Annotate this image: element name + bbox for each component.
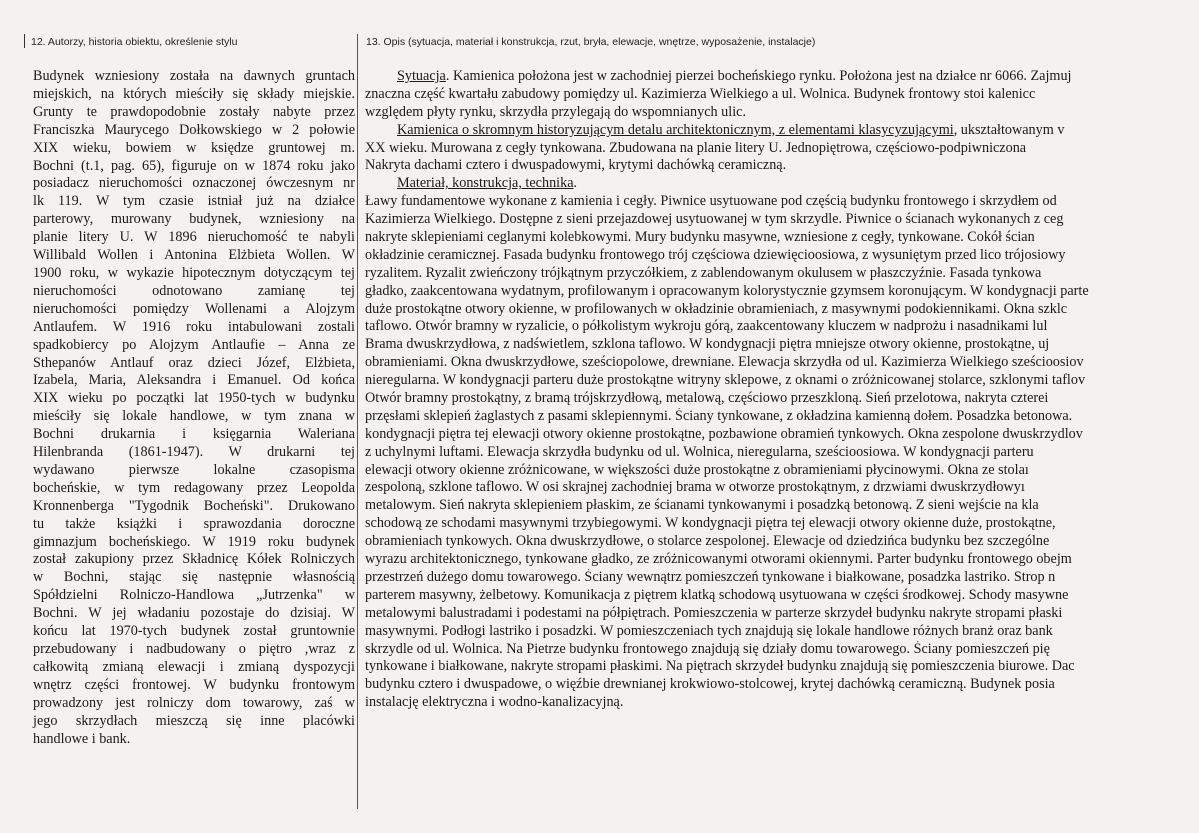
history-line: mieściły się lokale handlowe, w tym znana w	[33, 408, 355, 425]
description-line: Otwór bramny prostokątny, z bramą trójskrzydłową, metalową, częściowo przeszkloną. Sień przelotowa, nakryta czterei	[365, 390, 1049, 407]
history-line: końcu lat 1970-tych budynek został gruntownie	[33, 623, 355, 640]
description-line: Kazimierza Wielkiego. Dostępne z sieni przejazdowej usytuowanej w tym skrzydle. Piwnice o ścianach wykonanych z ceg	[365, 211, 1064, 228]
description-line: elewacji otwory okienne zróżnicowane, w większości duże prostokątne z obramieniami płycinowymi. Okna ze stolaı	[365, 461, 1029, 478]
history-line: 1900 roku, w wykazie hipotecznym dotyczącym tej	[33, 264, 355, 281]
history-line: bocheńskie, w tym redagowany przez Leopolda	[33, 479, 355, 496]
history-line: Bochni. W jej władaniu pozostaje do dzisiaj. W	[33, 605, 355, 622]
history-line: Bochni drukarnia i księgarnia Waleriana	[33, 426, 355, 443]
description-line: schodową ze schodami masywnymi trzybiegowymi. W kondygnacji piętra tej elewacji otwory okienne duże, prostokątne,	[365, 515, 1056, 532]
history-line: spadkobiercy po Alojzym Antlaufie – Anna ze	[33, 336, 355, 353]
history-line: Grunty te prawdopodobnie zostały nabyte przez	[33, 103, 355, 120]
description-line: ryzalitem. Ryzalit zwieńczony trójkątnym przyczółkiem, z zablendowanym okulusem w płaszczyźnie. Fasada tynkowa	[365, 264, 1042, 281]
description-line: metalowym. Sień nakryta sklepieniem płaskim, ze ścianami tynkowanymi i posadzką betonową. Z sieni wejście na kla	[365, 497, 1039, 514]
description-line: metalowymi balustradami i podestami na półpiętrach. Pomieszczenia w parterze skrzydeł budynku nakryte stropami płaski	[365, 604, 1063, 621]
history-line: przebudowany i nadbudowany o piętro ,wraz z	[33, 641, 355, 657]
history-line: jego skrzydłach mieszczą się inne placówki	[33, 712, 355, 729]
section-12-header: 12. Autorzy, historia obiektu, określenie stylu	[31, 36, 238, 48]
history-column	[33, 68, 355, 748]
history-line: XIX wieku po początki lat 1950-tych w budynku	[33, 390, 355, 407]
history-line: XIX wieku, bowiem w księdze gruntowej m.	[33, 139, 355, 156]
description-line: gładko, zaakcentowana wydatnym, profilowanym i opracowanym kolorystycznie gzymsem koronującym. W kondygnacji parte	[365, 282, 1089, 299]
description-line: z uchylnymi luftami. Elewacja skrzydła budynku od ul. Wolnica, nieregularna, sześcioosiowa. W kondygnacji parteru	[365, 443, 1034, 460]
description-line: nieregularna. W kondygnacji parteru duże prostokątne witryny sklepowe, z oknami o zróżnicowanej stolarce, szklonymi taflov	[365, 372, 1086, 389]
section-13-header: 13. Opis (sytuacja, materiał i konstrukcja, rzut, bryła, elewacje, wnętrze, wyposażenie, instalacje)	[366, 36, 816, 48]
heading-material: Materiał, konstrukcja, technika	[397, 175, 574, 192]
heading-kamienica: Kamienica o skromnym historyzującym detalu architektonicznym, z elementami klasycyzującymi	[397, 121, 954, 138]
history-line: całkowitą zmianą elewacji i zmianą dyspozycji	[33, 658, 355, 675]
description-line: Nakryta dachami czterо i dwuspadowymi, krytymi dachówką ceramiczną.	[365, 157, 787, 174]
history-line: Bochni (t.1, pag. 65), figuruje on w 1874 roku jako	[33, 157, 355, 174]
description-body	[365, 193, 1199, 712]
heading-sytuacja: Sytuacja	[397, 68, 446, 84]
history-line: Kronnenberga "Tygodnik Bocheński". Drukowano	[33, 497, 355, 514]
description-line: Kamienica o skromnym historyzującym detalu architektonicznym, z elementami klasycyzującymi, ukształtowanym v	[397, 121, 1065, 138]
history-line: nieruchomości odnotowano zamianę tej	[33, 282, 355, 299]
history-line: Franciszka Maurycego Dołkowskiego w 2 połowie	[33, 121, 355, 138]
description-line: obramieniami. Okna dwuskrzydłowe, sześciopolowe, drewniane. Elewacja skrzydła od ul. Kazimierza Wielkiego sześcioosiov	[365, 354, 1084, 371]
description-line: Materiał, konstrukcja, technika.	[397, 175, 578, 192]
description-line: zespoloną, szklone taflowo. W osi skrajnej zachodniej brama w otworze prostokątnym, z drzwiami dwuskrzydłowyı	[365, 479, 1025, 496]
description-line: Sytuacja. Kamienica położona jest w zachodniej pierzei bocheńskiego rynku. Położona jest na działce nr 6066. Zajmuj	[397, 68, 1072, 84]
description-line: parterem masywny, żelbetowy. Komunikacja z piętrem klatką schodową usytuowana w części środkowej. Schody masywne	[365, 586, 1069, 603]
description-line: masywnymi. Podłogi lastriko i posadzki. W pomieszczeniach tych znajdują się lokale handlowe różnych branż oraz bank	[365, 622, 1053, 639]
history-line: Budynek wzniesiony została na dawnych gruntach	[33, 68, 355, 84]
description-line: znaczna część kwartału zabudowy pomiędzy ul. Kazimierza Wielkiego a ul. Wolnica. Budynek frontowy stoi kalenicc	[365, 85, 1036, 102]
description-line: budynku cztero i dwuspadowe, o więźbie drewnianej krokwiowo-stolcowej, krytej dachówką ceramiczną. Budynek posia	[365, 676, 1055, 693]
history-line: parterowy, murowany budynek, wzniesiony na	[33, 211, 355, 228]
history-line: Willibald Wollen i Antonina Elżbieta Wollen. W	[33, 247, 355, 264]
description-line: instalację elektryczna i wodno-kanalizacyjną.	[365, 694, 624, 711]
description-line: skrzydle od ul. Wolnica. Na Pietrze budynku frontowego znajdują się działy domu towarowego. Ściany pomieszczeń pię	[365, 640, 1050, 657]
history-line: Hilenbranda (1861-1947). W drukarni tej	[33, 444, 355, 461]
description-line: wyrazu architektonicznego, tynkowane gładko, ze zróżnicowanymi otworami okiennymi. Parter budynku frontowego obejm	[365, 551, 1072, 568]
column-divider-middle	[357, 34, 358, 809]
description-line: kondygnacji piętra tej elewacji otwory okienne prostokątne, pozbawione obramień tynkowych. Okna zespolone dwuskrzydlov	[365, 425, 1083, 442]
history-line: Spółdzielni Rolniczo-Handlowa „Jutrzenka" w	[33, 587, 355, 604]
history-line: gimnazjum bocheńskiego. W 1919 roku budynek	[33, 533, 355, 550]
description-line: przestrzeń dużego domu towarowego. Ściany wewnątrz pomieszczeń tynkowane i białkowane, posadzka lastriko. Strop n	[365, 568, 1056, 585]
history-line: Izabela, Maria, Aleksandra i Emanuel. Od końca	[33, 372, 355, 389]
history-line: handlowe i bank.	[33, 730, 131, 747]
column-divider-left	[24, 34, 25, 48]
history-line: miejskich, na których mieściły się składy miejskie.	[33, 85, 355, 102]
history-line: wnętrz części frontowej. W budynku frontowym	[33, 676, 355, 693]
description-line: nakryte sklepieniami ceglanymi kolebkowymi. Mury budynku masywne, wzniesione z cegły, tynkowane. Cokół ścian	[365, 229, 1035, 246]
description-line: obramieniach tynkowych. Okna dwuskrzydłowe, o stolarce zespolonej. Elewacje od dziedzińca budynku bez szczególne	[365, 533, 1050, 550]
description-line: względem płyty rynku, skrzydła przylegają do wspomnianych ulic.	[365, 103, 746, 120]
description-line: Ławy fundamentowe wykonane z kamienia i cegły. Piwnice usytuowane pod częścią budynku frontowego i skrzydłem od	[365, 193, 1057, 210]
history-line: posiadacz nieruchomości oznaczonej ówczesnym nr	[33, 175, 355, 192]
history-line: wydawano pierwsze lokalne czasopisma	[33, 461, 355, 478]
description-line: XX wieku. Murowana z cegły tynkowana. Zbudowana na planie litery U. Jednopiętrowa, częściowo-podpiwniczona	[365, 139, 1027, 156]
history-line: Antlaufem. W 1916 roku intabulowani zostali	[33, 318, 355, 335]
description-line: Brama dwuskrzydłowa, z nadświetlem, szklona taflowo. W kondygnacji piętra mniejsze otwory okienne, prostokątne, uj	[365, 336, 1050, 353]
description-line: przęsłami sklepień żaglastych z pasami sklepiennymi. Ściany tynkowane, z okładzina kamienną dołem. Posadzka betonowa.	[365, 407, 1073, 424]
history-line: Sthepanów Antlauf oraz dzieci Józef, Elżbieta,	[33, 354, 355, 371]
description-line: taflowo. Otwór bramny w ryzalicie, o półkolistym wykroju górą, zaakcentowany kluczem w nadprożu i nasadnikami lul	[365, 318, 1048, 335]
history-line: w Bochni, stając się następnie własnością	[33, 569, 355, 586]
history-line: planie litery U. W 1896 nieruchomość te nabyli	[33, 229, 355, 246]
history-line: nieruchomości pomiędzy Wollenami a Alojzym	[33, 300, 355, 317]
history-line: prowadzony jest rolniczy dom towarowy, zaś w	[33, 694, 355, 711]
history-line: tu także książki i sprawozdania doroczne	[33, 515, 355, 532]
description-column	[365, 68, 1199, 758]
history-line: lk 119. W tym czasie istniał już na działce	[33, 193, 355, 210]
description-line: okładzinie ceramicznej. Fasada budynku frontowego trój częściowa dziewięcioosiowa, z wysuniętym przed lico trójosiowy	[365, 246, 1066, 263]
history-line: został zakupiony przez Składnicę Kółek Rolniczych	[33, 551, 355, 568]
description-line: tynkowane i białkowane, nakryte stropami płaskimi. Na piętrach skrzydeł budynku znajdują się pomieszczenia biurowe. Dac	[365, 658, 1075, 675]
description-line: duże prostokątne otwory okienne, w profilowanych w okładzinie obramieniach, z masywnymi podokiennikami. Okna szklc	[365, 300, 1068, 317]
